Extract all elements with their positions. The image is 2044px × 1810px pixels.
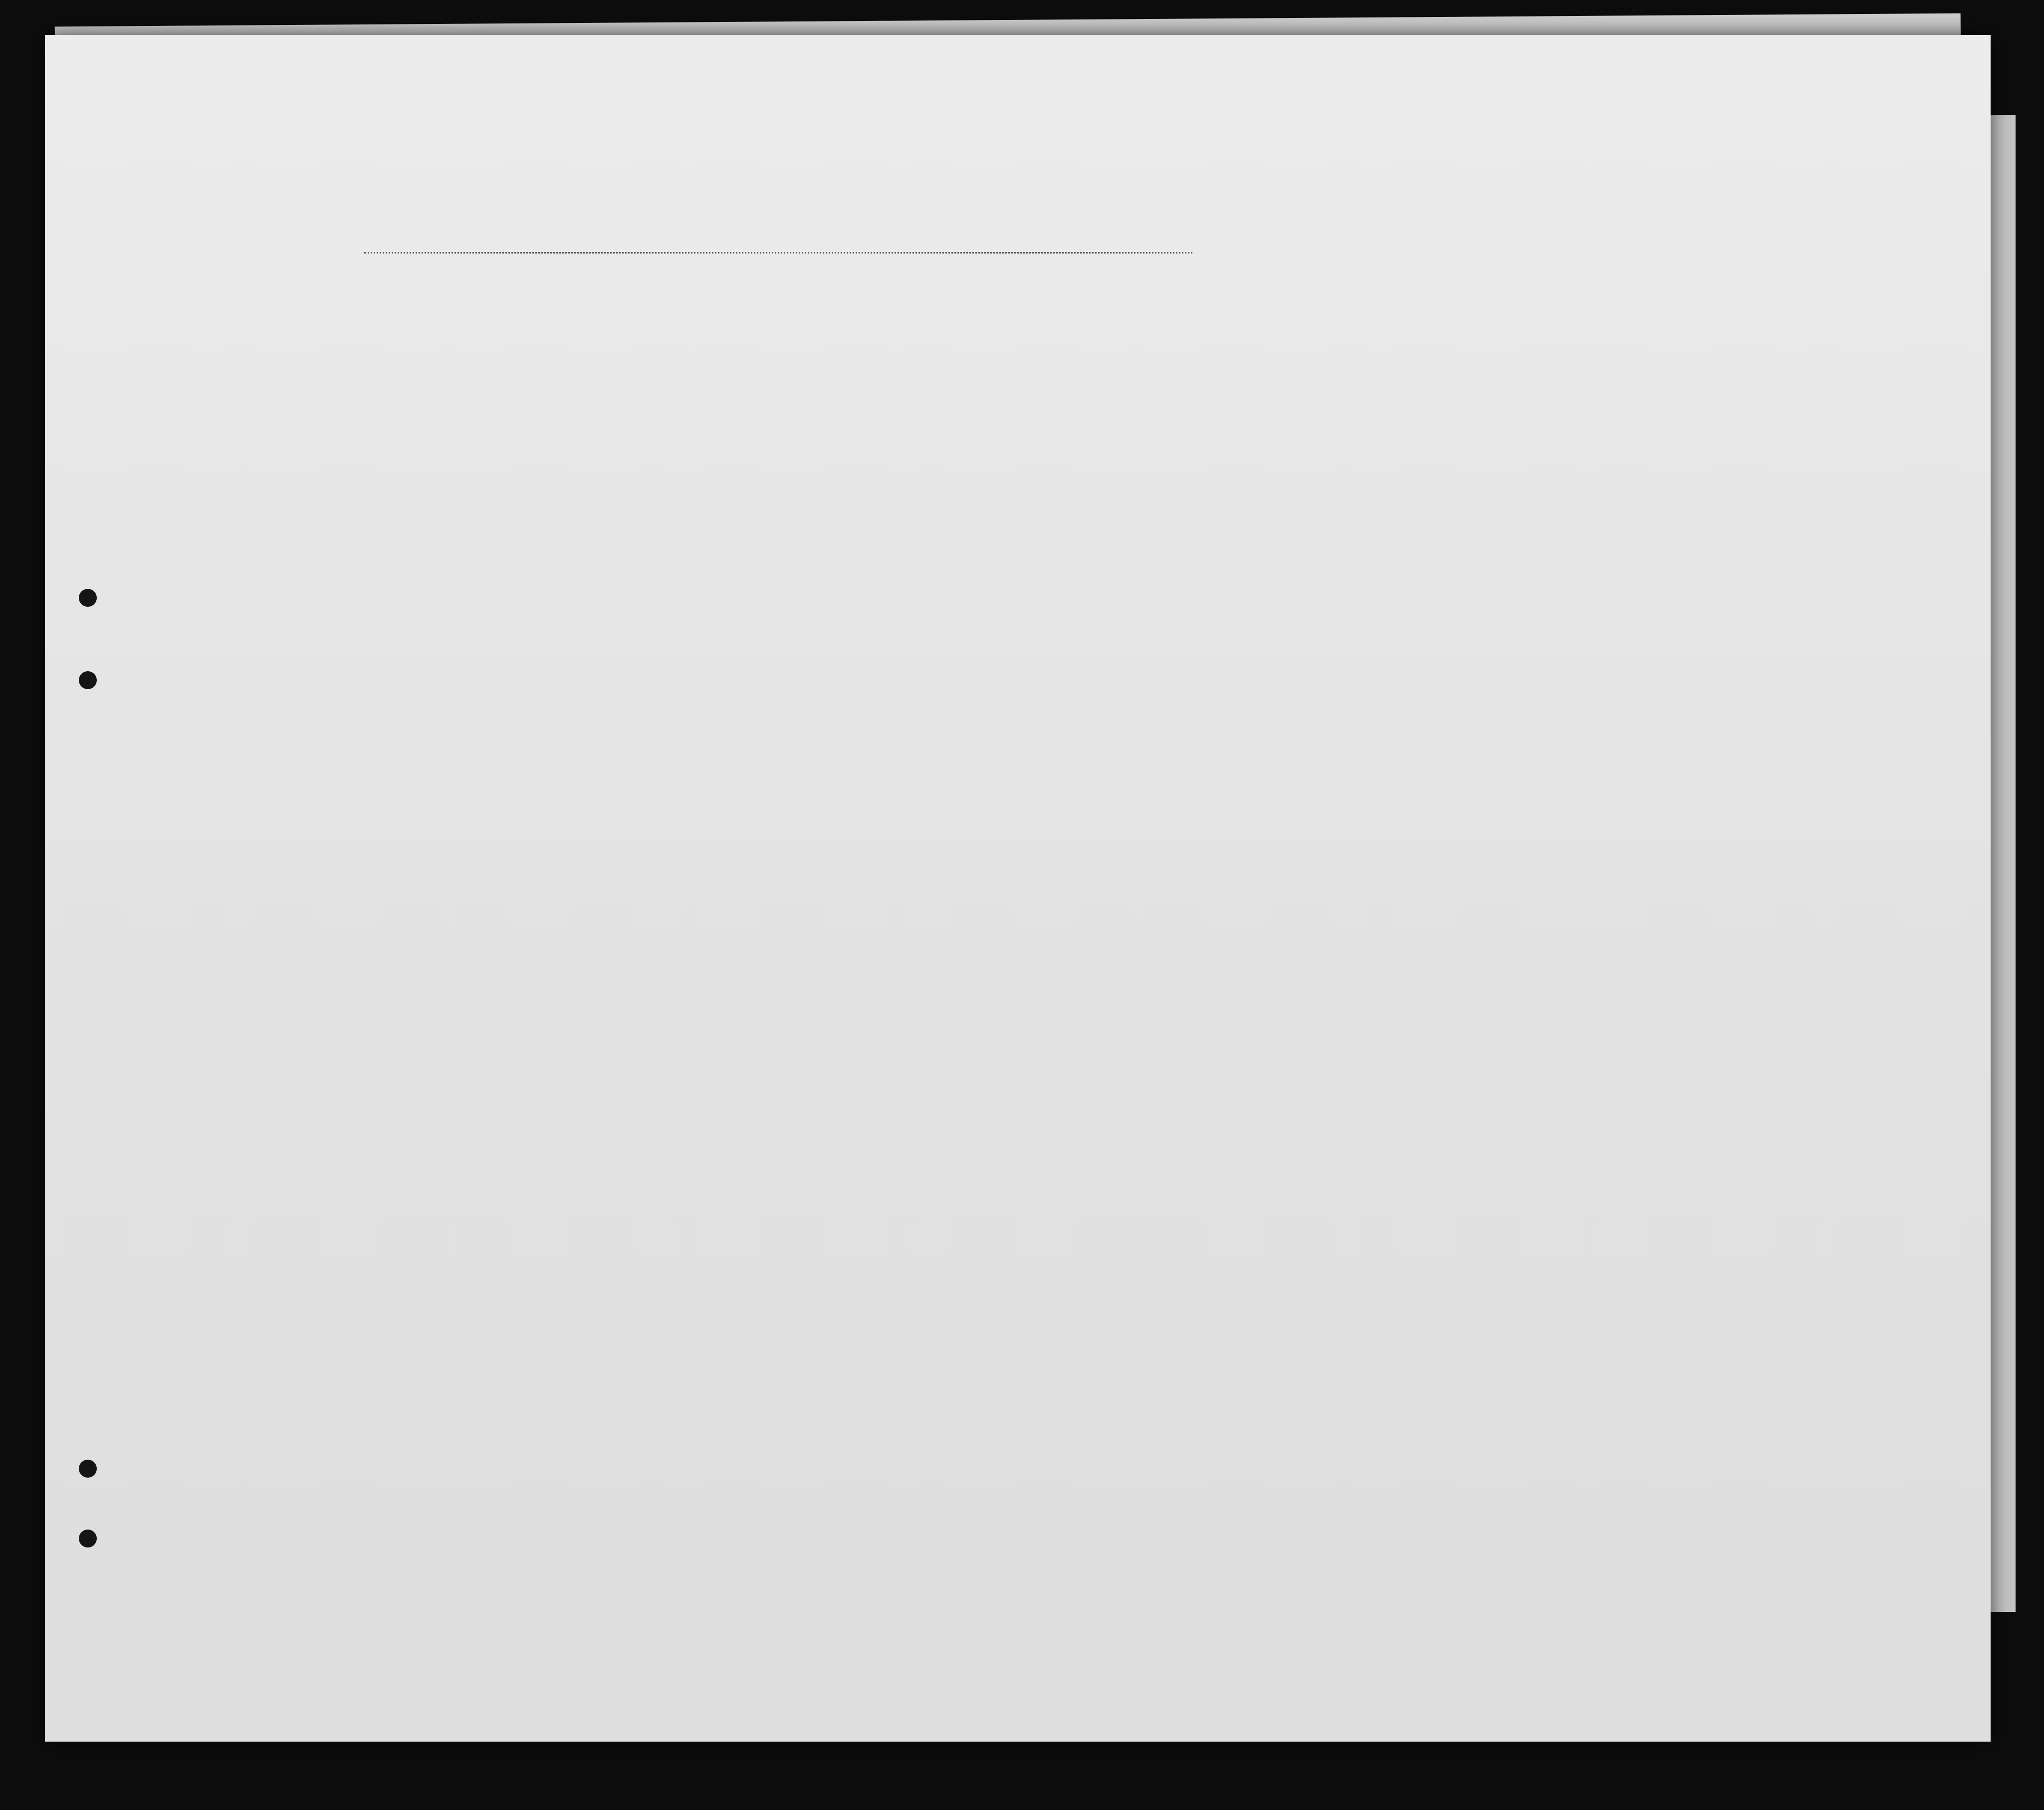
punch-hole xyxy=(79,1460,97,1478)
manifest-sheet xyxy=(45,35,1991,1742)
arriving-dotline xyxy=(364,252,1192,254)
punch-hole xyxy=(79,671,97,689)
punch-hole xyxy=(79,589,97,607)
page-subtitle xyxy=(80,175,1606,194)
punch-hole xyxy=(79,1530,97,1548)
